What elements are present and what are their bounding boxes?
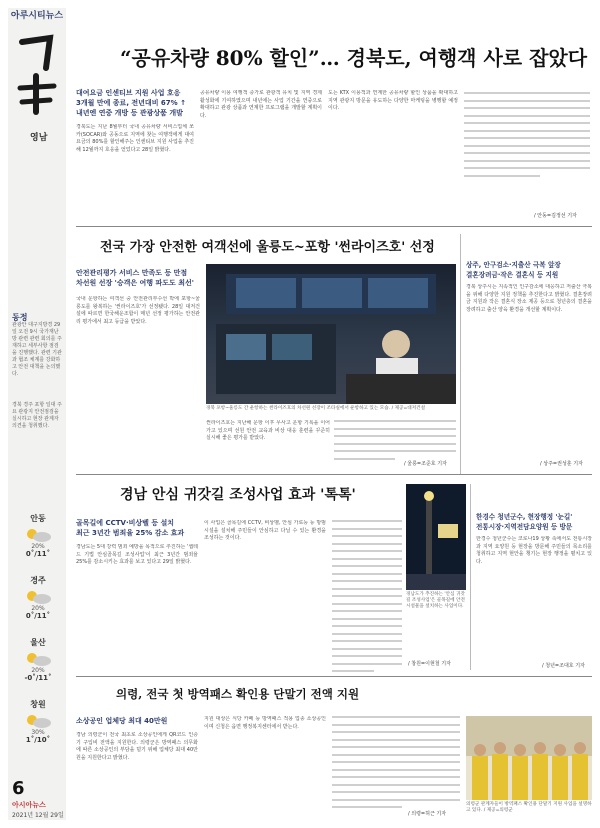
weather-city: 경주 (30, 576, 46, 585)
divider (76, 474, 592, 475)
weather-gyeongju (10, 572, 66, 634)
night-alley-illustration (406, 484, 466, 590)
article3-byline: / 창원=이현철 기자 (408, 661, 451, 667)
article4-photo (466, 716, 592, 800)
decorative-calligraphy (10, 28, 64, 118)
weather-temp: 1˚/10˚ (25, 736, 51, 744)
article1-body-col4 (464, 92, 590, 182)
article4-body-col1: 경남 의령군이 전국 최초로 소상공인에게 QR코드 인증기 구입비 전액을 지원한다. 의령군은 방역패스 의무화에 따른 소상공인의 부담을 덜기 위해 업체당 최대 40만원을 지원한다고 밝혔다. (76, 732, 198, 761)
divider (470, 484, 471, 670)
side-headline: 결혼장려금·작은 결혼식 등 지원 (466, 271, 559, 279)
weather-andong (10, 510, 66, 572)
weather-changwon (10, 696, 66, 758)
weather-temp: 0˚/11˚ (25, 550, 51, 558)
article3-headline: 경남 안심 귀갓길 조성사업 효과 '톡톡' (120, 487, 356, 503)
subhead: 대여요금 인센티브 지원 사업 호응 (76, 89, 181, 97)
article3-caption: 경남도가 추진하는 '안심 귀갓길 조성사업'은 골목길에 안전 시설물을 설치하는 사업이다. (406, 592, 465, 609)
article1-body-col1: 경북도는 지난 8월부터 국내 공유차량 서비스업체 쏘카(SOCAR)와 공동으로 지역에 찾는 여행객에게 대여요금의 80%를 할인해주는 인센티브 지원 사업을 추진해 12월까지 호응을 얻었다고 28일 밝혔다. (76, 124, 194, 153)
brand-name: 아루시티뉴스 (10, 11, 64, 21)
publish-date: 2021년 12월 29일 (12, 812, 64, 819)
ship-bridge-illustration (206, 264, 456, 404)
weather-temp: 0˚/11˚ (25, 612, 51, 620)
article2-body-col2: 썬라이즈호는 지난해 운항 이후 무사고 운항 기록을 이어가고 있으며 선원 안전 교육과 비상 대응 훈련을 꾸준히 실시해 좋은 평가를 받았다. (206, 420, 330, 441)
subhead: 내년엔 연중 개방 등 관광상품 개발 (76, 109, 183, 117)
article1-subheads (76, 88, 194, 118)
sidebar-section-title: 동정 (12, 313, 28, 322)
side-article-byline: / 상주=권성훈 기자 (540, 461, 583, 467)
side-article-body: 한경수 청년군수는 코로나19 상황 속에서도 전통시장과 지역 요양원 등 현장을 방문해 주민들의 목소리를 청취하고 지역 현안을 챙기는 현장 행정을 펼치고 있다. (476, 536, 592, 565)
article2-body-col1: 국내 운항하는 여객선 중 안전관리부수선 박에 포항~울릉도를 왕복하는 '썬라이즈호'가 선정됐다. 28일 대저건설에 따르면 한국해운조합이 매년 선정 평가하는 안전관리 평가에서 최고 등급을 받았다. (76, 296, 200, 325)
article1-body-col2: 공유차량 이용 여행객 증가로 관광객 유치 및 지역 경제 활성화에 기여하였으며 내년에는 사업 기간을 연중으로 확대하고 관광 상품과 연계한 프로그램을 개발할 계획이다. (200, 90, 322, 119)
caption-text: 경북 포항~울릉도 간 운항하는 썬라이즈호의 차선원 선장이 조타실에서 운항하고 있는 모습. (206, 406, 391, 411)
subhead: 골목길에 CCTV·비상벨 등 설치 (76, 519, 175, 527)
side-headline: 전통시장·지역전담요양원 등 방문 (476, 523, 573, 531)
caption-text: 의령군 관계자들이 방역패스 확인용 단말기 지원 사업을 설명하고 있다. (466, 802, 592, 813)
partly-cloudy-icon (23, 713, 53, 729)
subhead: 최근 3년간 범죄율 25% 감소 효과 (76, 529, 185, 537)
article4-subhead: 소상공인 업체당 최대 40만원 (76, 717, 168, 725)
sidebar-news-text: 관광안 대구지방경 29일 오전 9시 국가재난방 관련 관련 회의를 주재하고 세부사항 점검을 진행했다. 관련 기관과 협조 체계를 강화하고 안전 대책을 논의했다. (12, 322, 62, 377)
weather-precip: 30% (31, 729, 45, 736)
divider (76, 226, 592, 227)
article4-body-col3 (332, 716, 460, 814)
weather-precip: 20% (31, 605, 45, 612)
article2-caption (206, 406, 456, 412)
side-article-headline (466, 260, 592, 280)
divider (76, 676, 592, 677)
article2-photo (206, 264, 456, 404)
article2-body-col3 (334, 420, 456, 465)
weather-precip: 20% (31, 667, 45, 674)
subhead: 3개월 만에 종료, 전년대비 67% ↑ (76, 99, 186, 107)
side-headline: 상주, 안구검소·지출산 극복 앞장 (466, 261, 561, 269)
article3-body-col2: 이 사업은 골목길에 CCTV, 비상벨, 안심 가로등 등 방범 시설을 설치해 주민들이 안심하고 다닐 수 있는 환경을 조성하는 것이다. (204, 520, 326, 541)
side-headline: 한경수 청년군수, 현장행정 '눈길' (476, 513, 573, 521)
partly-cloudy-icon (23, 651, 53, 667)
article2-byline: / 울릉=조준호 기자 (404, 461, 447, 467)
photo-credit: / 제공=의령군 (483, 808, 513, 813)
weather-city: 안동 (30, 514, 46, 523)
side-article-headline (476, 512, 592, 532)
article4-byline: / 의령=허근 기자 (408, 811, 447, 817)
article2-headline: 전국 가장 안전한 여객선에 울릉도~포항 '썬라이즈호' 선정 (100, 240, 435, 255)
weather-ulsan (10, 634, 66, 696)
region-label: 영남 (30, 133, 48, 143)
article3-photo (406, 484, 466, 590)
article1-headline: “공유차량 80% 할인”… 경북도, 여행객 사로 잡았다 (120, 46, 588, 70)
article3-body-col3 (332, 520, 402, 678)
divider (460, 234, 461, 474)
photo-credit: / 제공=대저건설 (391, 406, 426, 411)
article3-body-col1: 경남도는 5대 강력 범죄 예방을 목적으로 추진하는 '셉테드 기법 안심골목길 조성사업'이 최근 3년간 범죄율 25%를 감소시키는 효과를 보고 있다고 29일 밝혔다. (76, 544, 198, 565)
article1-byline: / 안동=김정선 기자 (534, 213, 577, 219)
side-article-body: 경북 상주시는 지속적인 인구감소에 대응하고 저출산 극복을 위해 다양한 지원 정책을 추진한다고 밝혔다. 결혼장려금 지원과 작은 결혼식 장소 제공 등으로 청년층의 결혼을 장려하고 출산 양육 환경을 개선할 계획이다. (466, 284, 592, 313)
weather-temp: -0˚/11˚ (24, 674, 52, 682)
partly-cloudy-icon (23, 527, 53, 543)
partly-cloudy-icon (23, 589, 53, 605)
sidebar-news-text-2: 경북 경주 포항 일대 주요 관광지 안전점검을 실시하고 현장 관계자 의견을 청취했다. (12, 402, 62, 429)
weather-city: 창원 (30, 700, 46, 709)
article4-body-col2: 지원 대상은 식당 카페 등 방역패스 적용 업종 소상공인이며 신청은 읍면 행정복지센터에서 받는다. (204, 716, 326, 730)
article1-body-col3: 도는 KTX 이용객과 연계한 공유차량 할인 상품을 확대하고 지역 관광지 방문을 유도하는 다양한 마케팅을 병행할 예정이다. (328, 90, 458, 111)
group-photo-illustration (466, 716, 592, 800)
subhead: 안전관리평가 서비스 만족도 등 만점 (76, 269, 188, 277)
article4-headline: 의령, 전국 첫 방역패스 확인용 단말기 전액 지원 (116, 687, 360, 701)
side-article-byline: / 청년=조대호 기자 (542, 663, 585, 669)
weather-precip: 20% (31, 543, 45, 550)
article4-caption (466, 802, 592, 814)
weather-city: 울산 (30, 638, 46, 647)
page-number: 6 (12, 778, 25, 799)
subhead: 차선원 선장 '승객은 여행 파도도 최선' (76, 279, 194, 287)
publisher-name: 아시아뉴스 (12, 801, 46, 809)
